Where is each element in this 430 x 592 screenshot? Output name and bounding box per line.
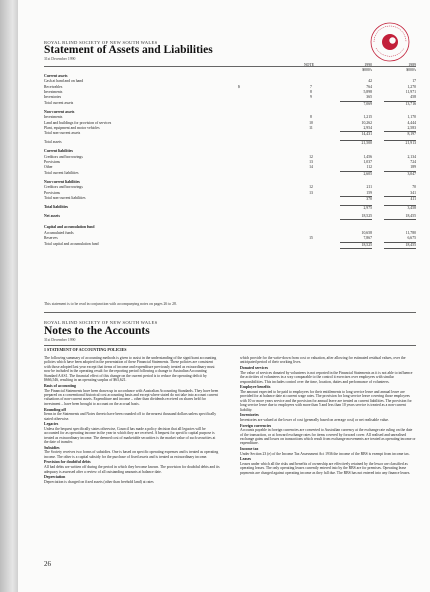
value-1989: 17 bbox=[412, 79, 416, 84]
policy-heading: Leases bbox=[240, 457, 252, 462]
line-item-label: Net assets bbox=[44, 213, 60, 218]
line-item-label: Investments bbox=[44, 89, 63, 94]
value-1990: 159 bbox=[366, 190, 372, 195]
line-item-row bbox=[44, 196, 416, 201]
line-item-row bbox=[44, 171, 416, 176]
policy-paragraph: The following summary of accounting methods is given to assist in the understanding of the significant accounting policies which have been adopted in the presentation of these Financial Statements. These policies are consistent with those adopted last year except that items of income and expenditure previously treated as extraordinary must now be included in the operating result for the reporting period following a change to Australian Accounting Standard AAS1. The financial effect of this change on the current period is to reduce the operating deficit by $666,546, resulting in an operating surplus of $63,621. bbox=[44, 356, 217, 383]
policy-heading: Employee benefits bbox=[240, 385, 271, 390]
value-1990: 211 bbox=[366, 185, 372, 190]
dollar-marker: $ bbox=[238, 84, 240, 89]
year-1989-header: 1989 bbox=[408, 63, 416, 67]
value-1989: 13,716 bbox=[384, 101, 416, 107]
note-ref: 11 bbox=[309, 125, 313, 130]
value-1990: 764 bbox=[366, 84, 372, 89]
policy-heading: Foreign currencies bbox=[240, 423, 272, 428]
notes-right-column bbox=[240, 356, 416, 475]
policy-heading: Rounding off bbox=[44, 407, 66, 412]
line-item-label: Investments bbox=[44, 115, 63, 120]
value-1989: 1,270 bbox=[407, 84, 416, 89]
policy-paragraph: Leases under which all the risks and benefits of ownership are effectively retained by the lessor are classified as operating leases. The only operating leases currently entered into by the RBS are for premises. Operating lease payments are charged against operating income as they fall due. The RBS has not entered into any finance leases. bbox=[240, 461, 411, 475]
note-ref: 14 bbox=[309, 165, 313, 170]
note-ref: 13 bbox=[309, 190, 313, 195]
value-1989: 1,170 bbox=[407, 115, 416, 120]
line-item-label: Creditors and borrowings bbox=[44, 154, 83, 159]
value-1990: 112 bbox=[366, 165, 372, 170]
value-1990: 7,867 bbox=[363, 236, 372, 241]
line-item-label: Capital and accumulation fund bbox=[44, 225, 95, 230]
value-1989: 70 bbox=[412, 185, 416, 190]
notes-rule bbox=[44, 345, 416, 346]
value-1989: 3,047 bbox=[384, 171, 416, 177]
note-header: NOTE bbox=[303, 63, 315, 67]
line-item-row bbox=[44, 140, 416, 145]
policy-paragraph: The value of services donated by volunteers is not reported in the Financial Statements as it is not able to influence the activities of volunteers in a way comparable to the control it exercises over employees with similar responsibilities. This includes control over the time, location, duties and performance of volunteers. bbox=[240, 370, 413, 384]
notes-left-column bbox=[44, 356, 220, 484]
value-1989: 3,458 bbox=[384, 205, 416, 211]
notes-date: 31st December 1990 bbox=[44, 338, 76, 342]
policy-paragraph: All bad debts are written off during the period in which they become known. The provision for doubtful debts and its adequacy is assessed after a review of all outstanding amounts at balance date. bbox=[44, 465, 220, 474]
policy-paragraph: Accounts payable in foreign currencies are converted to Australian currency at the exchange rate ruling on the date of the transaction, or at forward exchange rates for items covered by forward cover. All realised and unrealised exchange gains and losses on transactions which result from exchange movements are treated as operating income or expenditure. bbox=[240, 428, 416, 446]
value-1990: 1,037 bbox=[363, 160, 372, 165]
note-ref: 8 bbox=[310, 115, 312, 120]
org-name-top: ROYAL BLIND SOCIETY OF NEW SOUTH WALES bbox=[44, 40, 158, 45]
line-item-label: Current liabilities bbox=[44, 149, 73, 154]
line-item-label: Total non-current liabilities bbox=[44, 195, 86, 200]
line-item-label: Receivables bbox=[44, 84, 63, 89]
value-1989: 2,134 bbox=[407, 154, 416, 159]
policy-paragraph: Unless the bequest specifically states otherwise, Council has made a policy decision that all legacies will be accounted for as operating income in the year in which they are received. A bequest for specific capital purpose is treated as extraordinary income. The deemed cost of marketable securities is the market value of such securities at the date of transfer. bbox=[44, 426, 216, 445]
notes-section-heading: 1 STATEMENT OF ACCOUNTING POLICIES bbox=[44, 347, 127, 352]
policy-heading: Subsidies bbox=[44, 445, 60, 450]
value-1990: 10,658 bbox=[361, 230, 372, 235]
policy-paragraph: The amount expected to be paid to employees for their entitlements to long service leave and annual leave are provided for at balance date at current wage rates. The provision for long service leave covering those employees with 10 or more years service and the provision for annual leave are treated as current liabilities. The provision for long service leave due to employees with more than 5 and less than 10 years service is treated as a non-current liability. bbox=[240, 389, 412, 412]
line-item-label: Inventories bbox=[44, 95, 62, 100]
binding-spine bbox=[0, 0, 18, 592]
policy-heading: Donated services bbox=[240, 366, 268, 371]
value-1989: 458 bbox=[410, 95, 416, 100]
line-item-label: Plant, equipment and motor vehicles bbox=[44, 125, 100, 130]
section-heading-row bbox=[44, 214, 416, 219]
line-item-label: Total assets bbox=[44, 140, 62, 145]
statement-date: 31st December 1990 bbox=[44, 57, 76, 61]
policy-heading: Income tax bbox=[240, 447, 259, 452]
policy-heading: Depreciation bbox=[44, 475, 66, 480]
value-1989: 411 bbox=[384, 196, 416, 202]
value-1989: 341 bbox=[410, 190, 416, 195]
line-item-label: Accumulated funds bbox=[44, 230, 74, 235]
policy-heading: Legacies bbox=[44, 422, 59, 427]
line-item-label: Reserves bbox=[44, 236, 58, 241]
note-ref: 13 bbox=[309, 160, 313, 165]
policy-paragraph: which provide for the write-down from cost or valuation, after allowing for estimated residual values, over the anticipated period of their working lives. bbox=[240, 356, 406, 365]
line-item-row bbox=[44, 242, 416, 247]
line-item-label: Land and buildings for provision of services bbox=[44, 120, 112, 125]
value-1989: 4,444 bbox=[407, 120, 416, 125]
org-name-notes: ROYAL BLIND SOCIETY OF NEW SOUTH WALES bbox=[44, 320, 158, 325]
value-1989: 11,971 bbox=[405, 89, 416, 94]
policy-heading: Inventories bbox=[240, 413, 259, 418]
value-1989: 6,675 bbox=[407, 236, 416, 241]
line-item-label: Cash at hand and on hand bbox=[44, 79, 84, 84]
policy-heading: Provision for doubtful debts bbox=[44, 460, 91, 465]
notes-title: Notes to the Accounts bbox=[44, 325, 150, 337]
value-1990: 365 bbox=[366, 95, 372, 100]
line-item-label: Other bbox=[44, 165, 53, 170]
note-ref: 12 bbox=[309, 185, 313, 190]
statement-footnote: This statement is to be read in conjunction with accompanying notes on pages 26 to 28. bbox=[44, 302, 177, 306]
statement-title: Statement of Assets and Liabilities bbox=[44, 44, 213, 56]
year-1990-header: 1990 bbox=[364, 63, 372, 67]
value-1990: 21,500 bbox=[340, 140, 372, 146]
value-1989: 8,197 bbox=[384, 131, 416, 137]
policy-paragraph: The Financial Statements have been drawn up in accordance with Australian Accounting Standards. They have been prepared on a conventional historical cost accounting basis and except where stated do not take into account current valuations of non-current assets. Expenditure and income – other than dividends received on shares held for investment – have been brought to account on the accrual basis. bbox=[44, 388, 219, 406]
value-1989: 18,455 bbox=[384, 242, 416, 249]
line-item-label: Non-current assets bbox=[44, 109, 75, 114]
value-1989: 724 bbox=[410, 160, 416, 165]
value-1989: 18,455 bbox=[384, 214, 416, 220]
value-1989: 11,780 bbox=[405, 230, 416, 235]
value-1990: 2,975 bbox=[340, 205, 372, 211]
line-item-label: Provisions bbox=[44, 190, 61, 195]
line-item-row bbox=[44, 131, 416, 136]
line-item-label: Total capital and accumulation fund bbox=[44, 241, 99, 246]
note-ref: 12 bbox=[309, 154, 313, 159]
value-1990: 2,954 bbox=[363, 125, 372, 130]
rbs-logo-seal bbox=[368, 20, 412, 64]
policy-paragraph: The Society receives two forms of subsidies. One is based on specific operating expenses and is treated as operating income. The other is a capital subsidy for the purchase of fixed assets and is treated as extraordinary income. bbox=[44, 450, 219, 459]
line-item-label: Current assets bbox=[44, 73, 68, 78]
value-1990: 10,262 bbox=[361, 120, 372, 125]
line-item-row bbox=[44, 101, 416, 106]
value-1990: 370 bbox=[340, 196, 372, 202]
value-1990: 18,525 bbox=[340, 242, 372, 249]
value-1990: 7,069 bbox=[340, 101, 372, 107]
note-ref: 9 bbox=[310, 95, 312, 100]
policy-paragraph: Inventories are valued at the lower of cost (generally based on average cost) or net realisable value. bbox=[240, 417, 389, 422]
line-item-label: Provisions bbox=[44, 160, 61, 165]
line-item-label: Creditors and borrowings bbox=[44, 185, 83, 190]
page-number: 26 bbox=[44, 560, 51, 568]
policy-paragraph: Items in the Statements and Notes thereto have been rounded off to the nearest thousand dollars unless specifically stated otherwise. bbox=[44, 412, 217, 421]
balance-sheet-table bbox=[44, 63, 416, 247]
section-rule bbox=[44, 312, 416, 313]
note-ref: 8 bbox=[310, 89, 312, 94]
value-1990: 1,215 bbox=[363, 115, 372, 120]
line-item-label: Total current liabilities bbox=[44, 170, 79, 175]
value-1990: 14,431 bbox=[340, 131, 372, 137]
line-item-label: Total non-current assets bbox=[44, 131, 81, 136]
value-1990: 2,605 bbox=[340, 171, 372, 177]
line-item-label: Total current assets bbox=[44, 100, 74, 105]
policy-paragraph: Under Section 23 (e) of the Income Tax Assessment Act 1936 the income of the RBS is exempt from income tax. bbox=[240, 451, 410, 456]
value-1989: 21,913 bbox=[384, 140, 416, 146]
value-1990: 1,456 bbox=[363, 154, 372, 159]
line-item-label: Total liabilities bbox=[44, 204, 69, 209]
note-ref: 15 bbox=[309, 236, 313, 241]
note-ref: 10 bbox=[309, 120, 313, 125]
line-item-label: Non-current liabilities bbox=[44, 179, 80, 184]
policy-paragraph: Depreciation is charged on fixed assets (other than freehold land) at rates bbox=[44, 479, 154, 484]
value-1989: 2,583 bbox=[407, 125, 416, 130]
units-1990: $000's bbox=[362, 68, 372, 73]
units-1989: $000's bbox=[406, 68, 416, 73]
value-1990: 18,525 bbox=[340, 214, 372, 220]
value-1990: 42 bbox=[368, 79, 372, 84]
value-1989: 189 bbox=[410, 165, 416, 170]
note-ref: 7 bbox=[310, 84, 312, 89]
section-heading-row bbox=[44, 205, 416, 210]
value-1990: 5,898 bbox=[363, 89, 372, 94]
policy-heading: Basis of accounting bbox=[44, 383, 76, 388]
